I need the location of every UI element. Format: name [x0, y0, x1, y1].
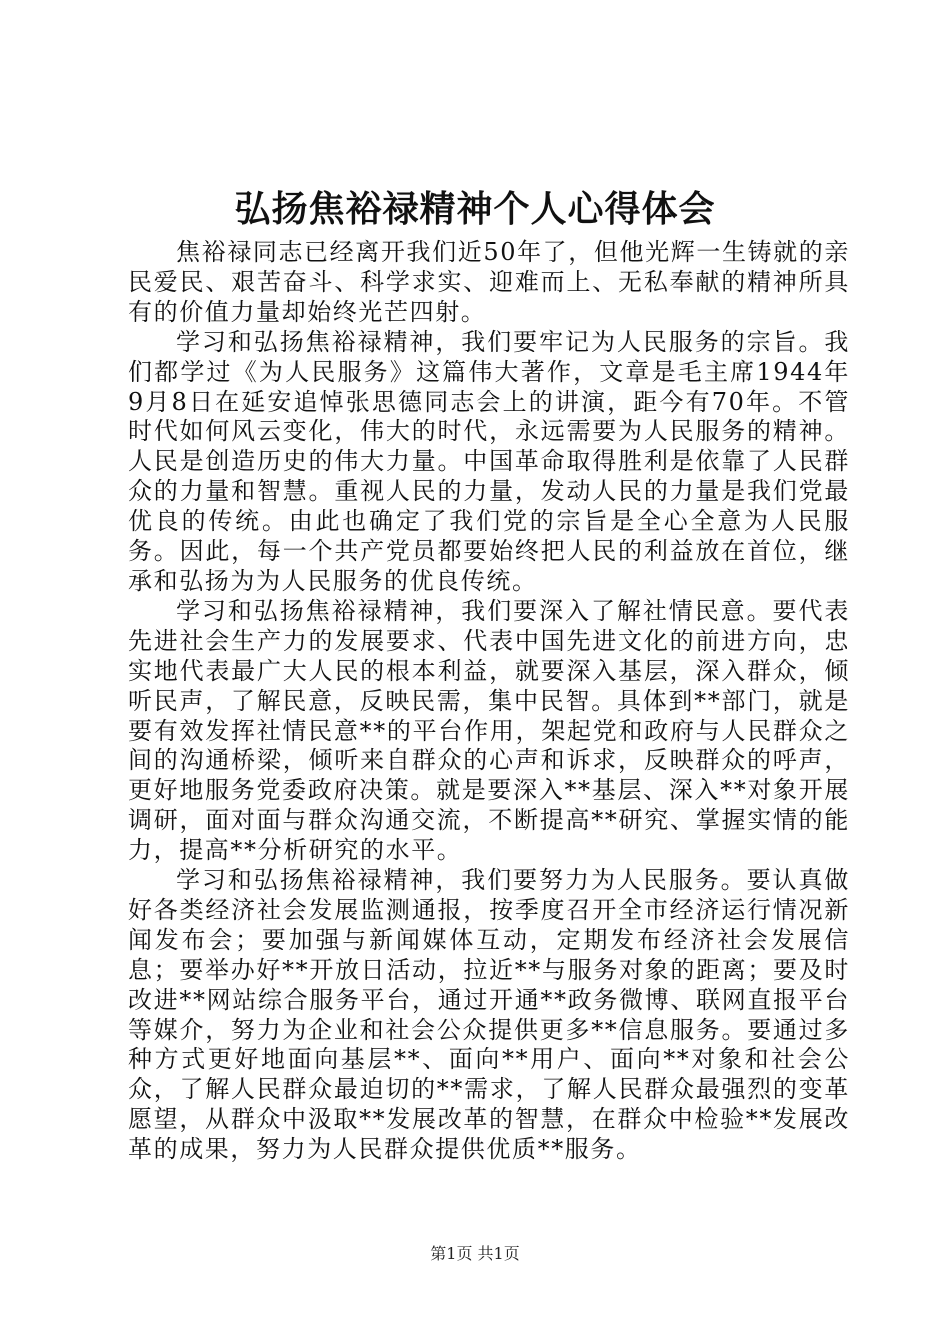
paragraph: 学习和弘扬焦裕禄精神，我们要深入了解社情民意。要代表先进社会生产力的发展要求、代表中国先进文化的前进方向，忠实地代表最广大人民的根本利益，就要深入基层，深入群众，倾听民声，了解民意，反映民需，集中民智。具体到**部门，就是要有效发挥社情民意**的平台作用，架起党和政府与人民群众之间的沟通桥梁，倾听来自群众的心声和诉求，反映群众的呼声，更好地服务党委政府决策。就是要深入**基层、深入**对象开展调研，面对面与群众沟通交流，不断提高**研究、掌握实情的能力，提高**分析研究的水平。 — [128, 596, 850, 865]
paragraph: 焦裕禄同志已经离开我们近50年了，但他光辉一生铸就的亲民爱民、艰苦奋斗、科学求实、迎难而上、无私奉献的精神所具有的价值力量却始终光芒四射。 — [128, 238, 850, 326]
paragraph: 学习和弘扬焦裕禄精神，我们要牢记为人民服务的宗旨。我们都学过《为人民服务》这篇伟大著作，文章是毛主席1944年9月8日在延安追悼张思德同志会上的讲演，距今有70年。不管时代如何风云变化，伟大的时代，永远需要为人民服务的精神。人民是创造历史的伟大力量。中国革命取得胜利是依靠了人民群众的力量和智慧。重视人民的力量，发动人民的力量是我们党最优良的传统。由此也确定了我们党的宗旨是全心全意为人民服务。因此，每一个共产党员都要始终把人民的利益放在首位，继承和弘扬为为人民服务的优良传统。 — [128, 327, 850, 595]
page-footer: 第1页 共1页 — [430, 1244, 520, 1263]
document-body — [128, 238, 850, 1165]
paragraph: 学习和弘扬焦裕禄精神，我们要努力为人民服务。要认真做好各类经济社会发展监测通报，按季度召开全市经济运行情况新闻发布会；要加强与新闻媒体互动，定期发布经济社会发展信息；要举办好**开放日活动，拉近**与服务对象的距离；要及时改进**网站综合服务平台，通过开通**政务微博、联网直报平台等媒介，努力为企业和社会公众提供更多**信息服务。要通过多种方式更好地面向基层**、面向**用户、面向**对象和社会公众，了解人民群众最迫切的**需求，了解人民群众最强烈的变革愿望，从群众中汲取**发展改革的智慧，在群众中检验**发展改革的成果，努力为人民群众提供优质**服务。 — [128, 866, 850, 1164]
document-title: 弘扬焦裕禄精神个人心得体会 — [234, 188, 716, 230]
